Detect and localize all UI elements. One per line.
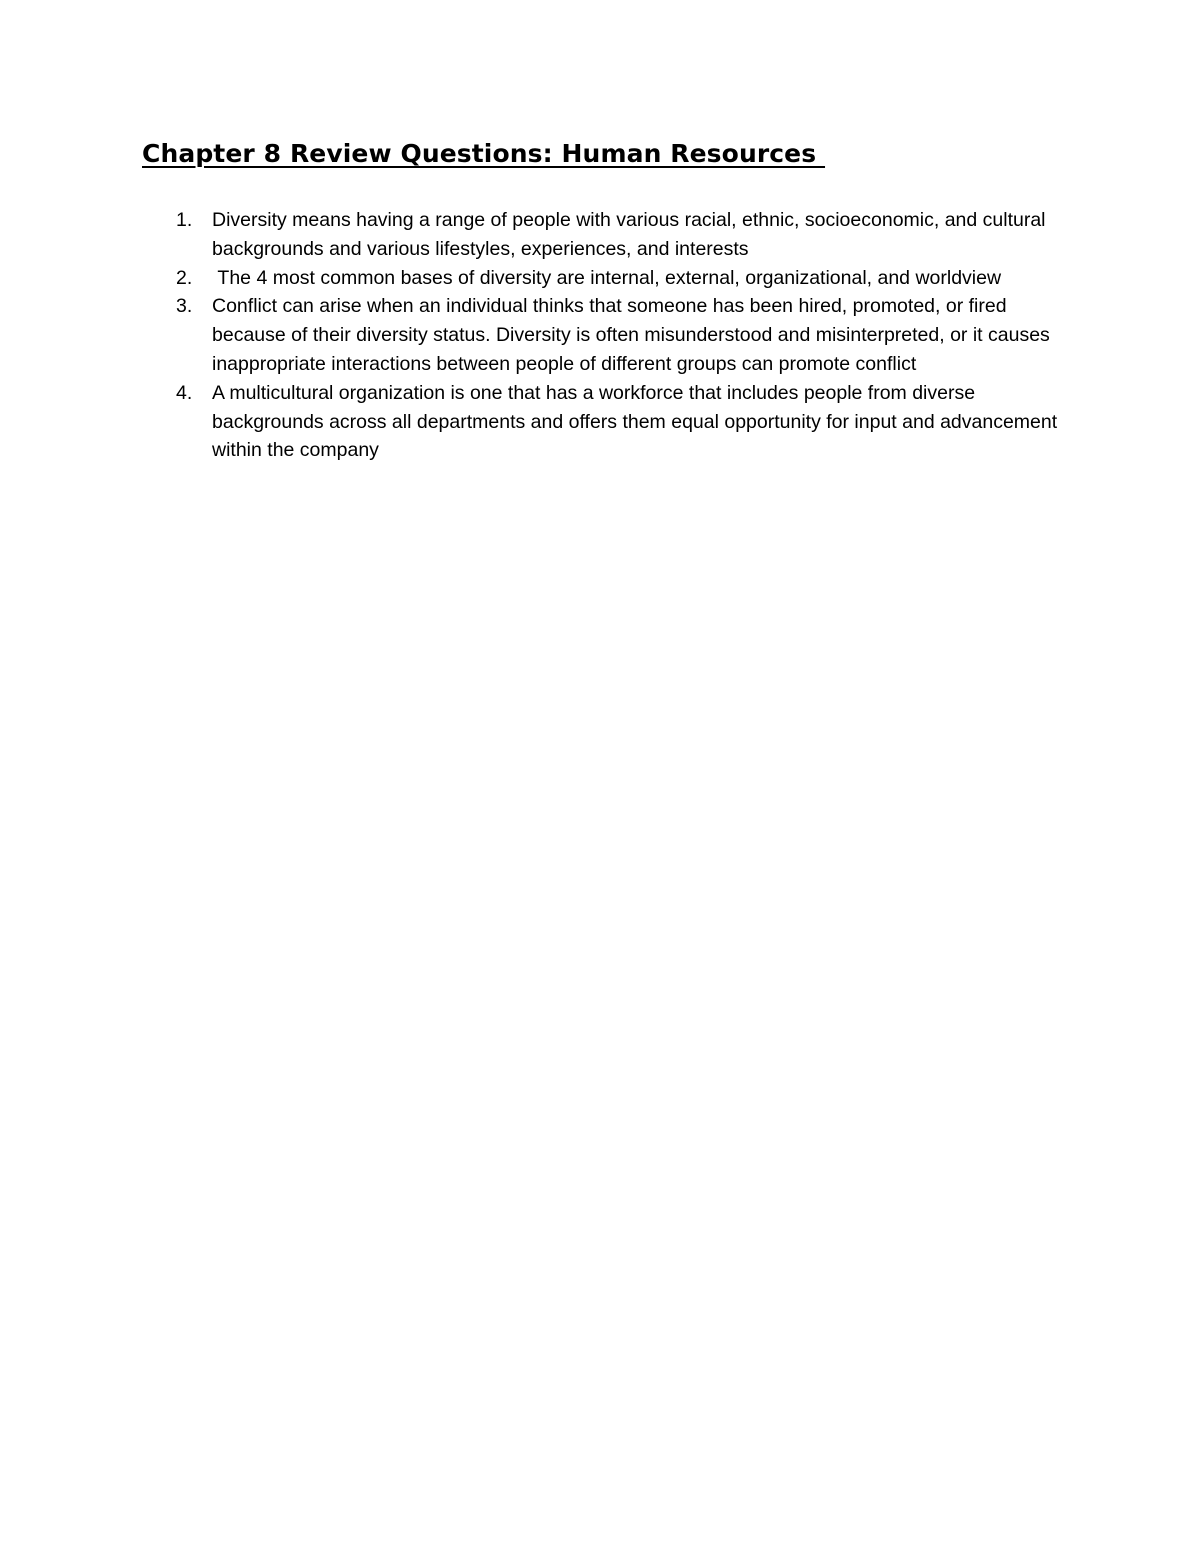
list-item-number: 2. — [176, 266, 193, 289]
list-item-number: 3. — [176, 295, 193, 318]
list-item — [176, 379, 1066, 465]
list-item — [176, 206, 1066, 264]
list-item — [176, 264, 1066, 293]
list-item-number: 4. — [176, 381, 193, 404]
answer-list — [176, 206, 1066, 465]
list-item-number: 1. — [176, 209, 193, 231]
page-title: Chapter 8 Review Questions: Human Resources — [142, 139, 826, 168]
list-item-text: Diversity means having a range of people with various racial, ethnic, socioeconomic, and cultural backgrounds and various lifestyles, experiences, and interests — [212, 209, 1051, 260]
list-item-text: A multicultural organization is one that has a workforce that includes people from diverse backgrounds across all departments and offers them equal opportunity for input and advancement within the company — [212, 381, 1063, 462]
list-item-text: The 4 most common bases of diversity are internal, external, organizational, and worldview — [212, 266, 1002, 289]
list-item — [176, 292, 1066, 378]
list-item-text: Conflict can arise when an individual thinks that someone has been hired, promoted, or fired because of their diversity status. Diversity is often misunderstood and misinterpreted, or it causes inappropriate interactions between people of different groups can promote conflict — [212, 295, 1056, 375]
